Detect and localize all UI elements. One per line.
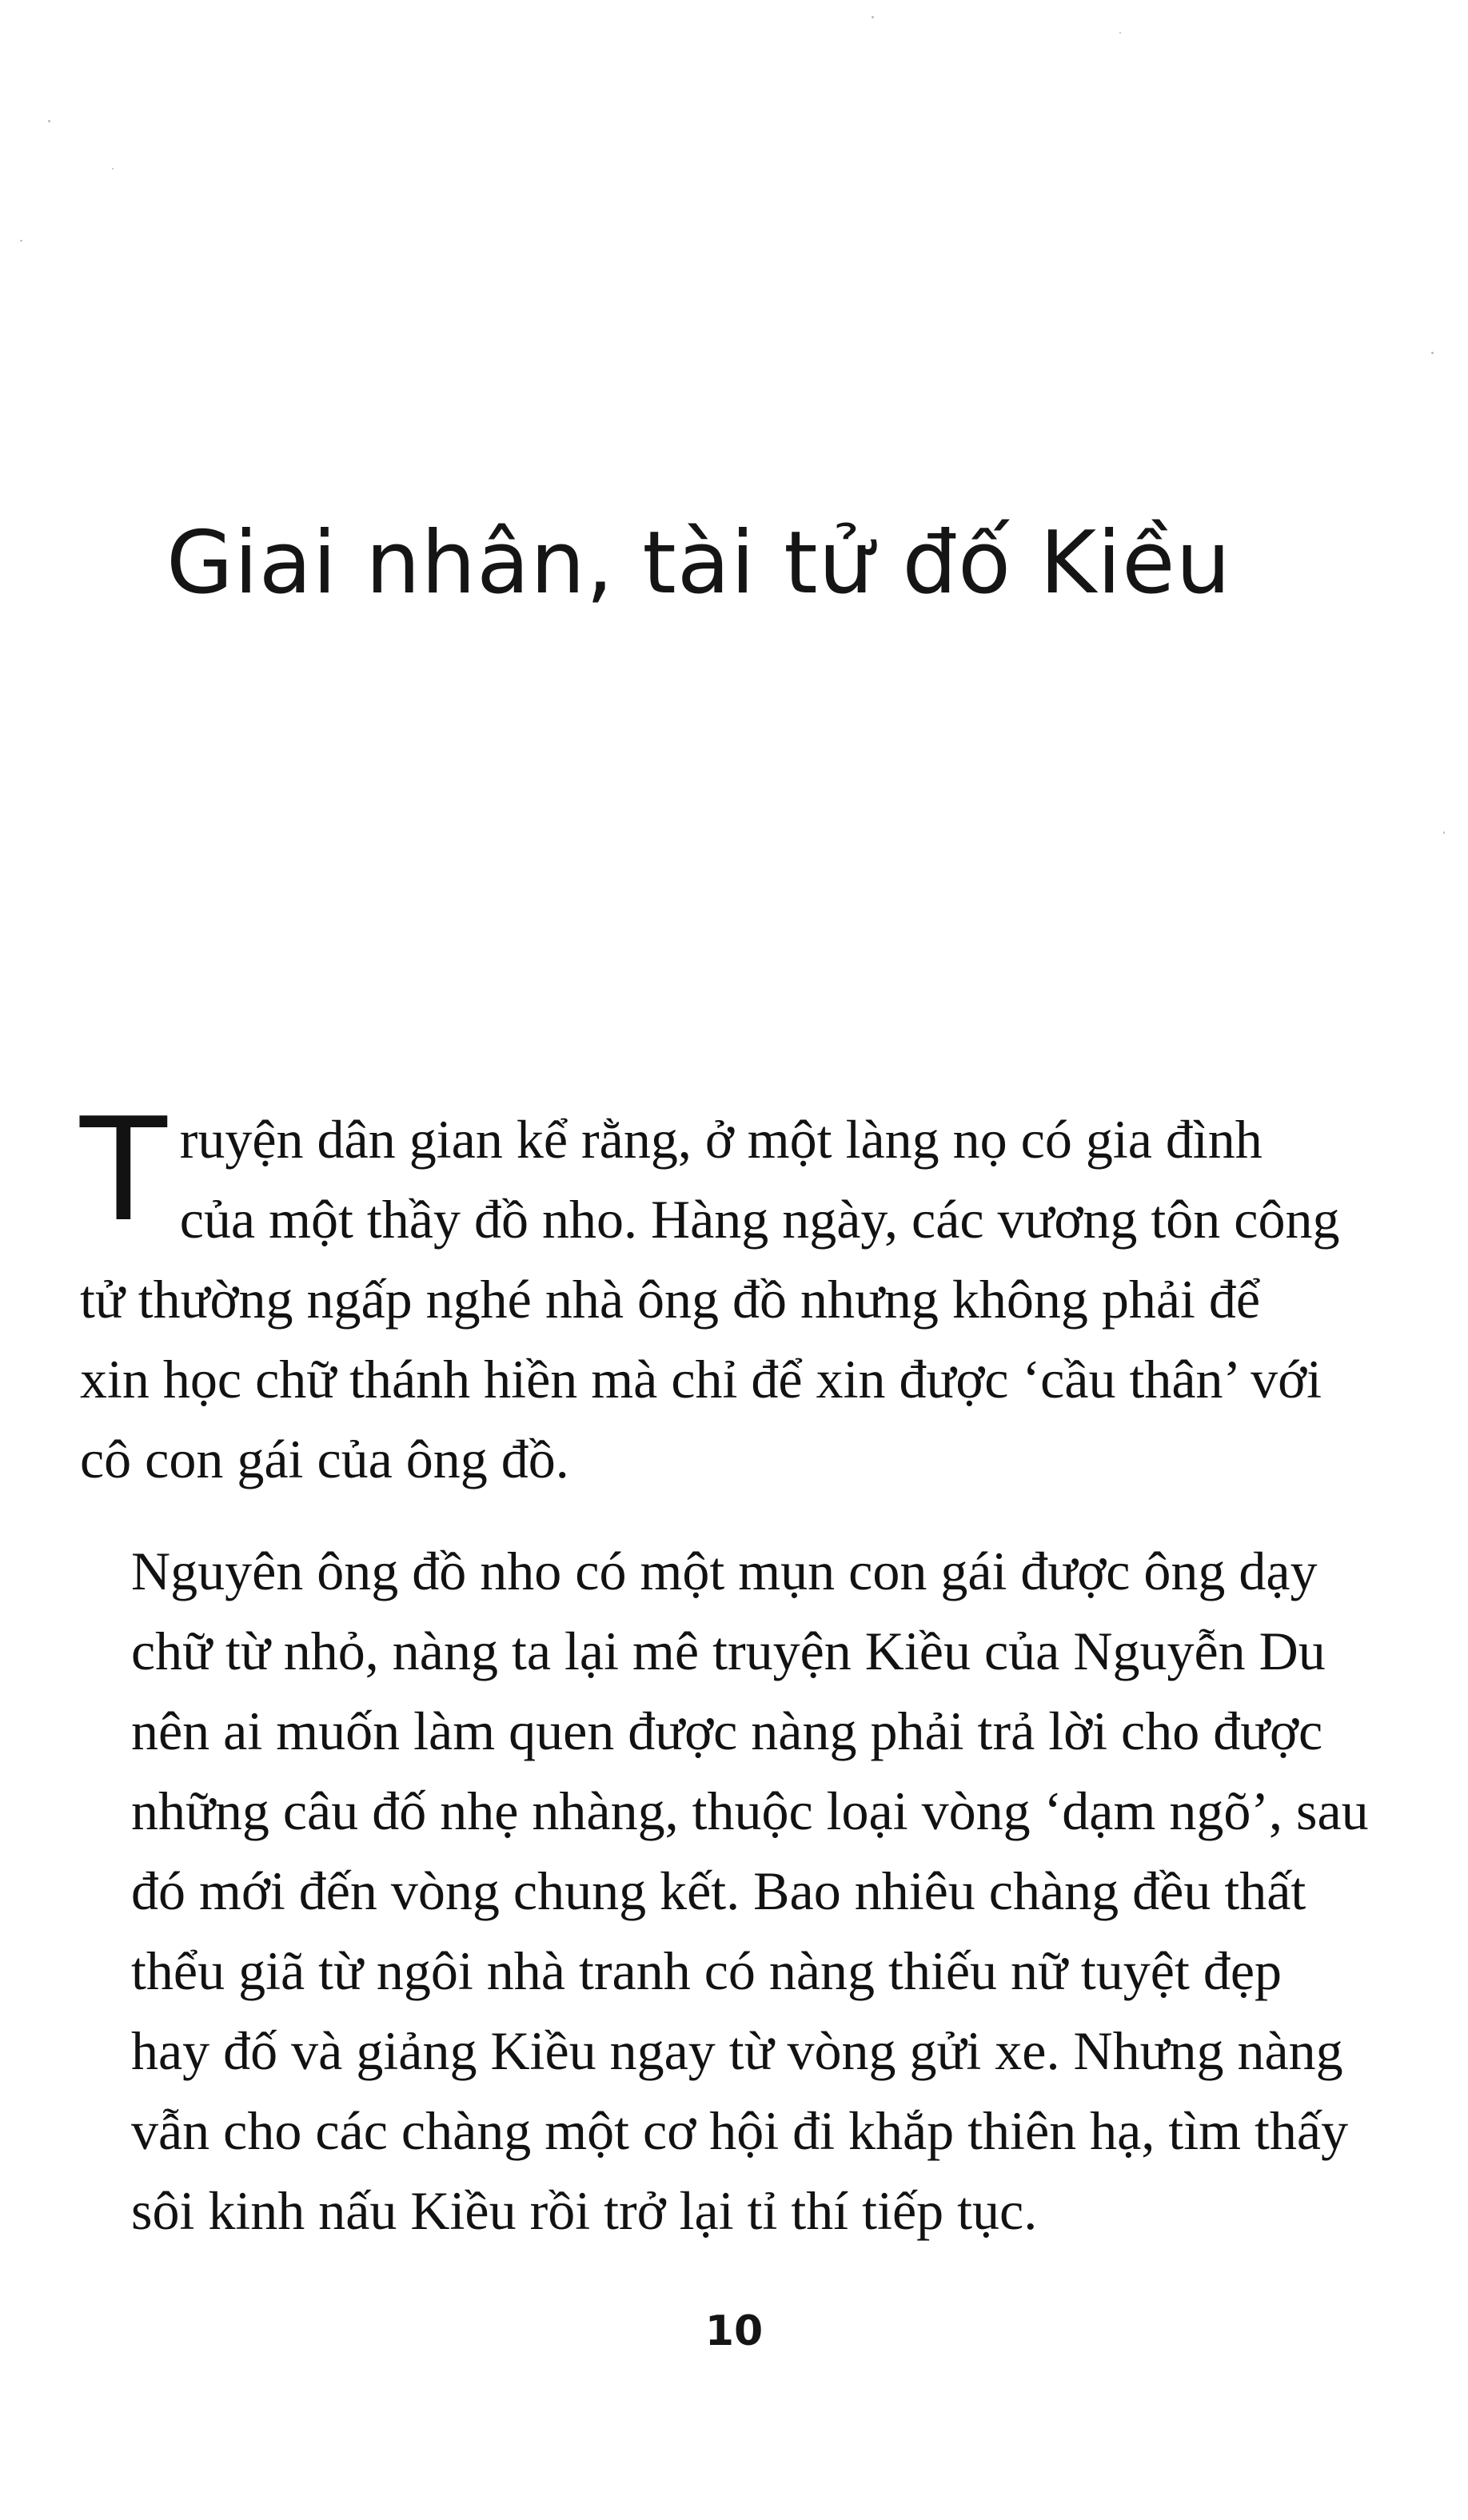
scan-speck	[1431, 352, 1434, 354]
scan-speck	[1119, 32, 1121, 34]
text-line: Truyện dân gian kể rằng, ở một làng nọ có gia đình	[80, 1087, 1263, 1253]
text-line: nên ai muốn làm quen được nàng phải trả lời cho được	[131, 1701, 1323, 1761]
text-line: vẫn cho các chàng một cơ hội đi khắp thiên hạ, tìm thấy	[131, 2100, 1349, 2161]
paragraph-2	[80, 1531, 1369, 2251]
scan-speck	[48, 120, 50, 122]
text-line: tử thường ngấp nghé nhà ông đồ nhưng không phải để	[80, 1269, 1261, 1330]
text-line: xin học chữ thánh hiền mà chỉ để xin được ‘cầu thân’ với	[80, 1349, 1322, 1410]
text-line: cô con gái của ông đồ.	[80, 1429, 569, 1489]
paragraph-1	[80, 1087, 1359, 1499]
text-line: chữ từ nhỏ, nàng ta lại mê truyện Kiều của Nguyễn Du	[131, 1621, 1326, 1681]
page-number: 10	[704, 2307, 764, 2355]
text-line: thểu giã từ ngôi nhà tranh có nàng thiếu nữ tuyệt đẹp	[131, 1940, 1283, 2001]
scan-speck	[20, 240, 22, 241]
chapter-title: Giai nhân, tài tử đố Kiều	[166, 513, 1232, 613]
text-line: Nguyên ông đồ nho có một mụn con gái được ông dạy	[131, 1541, 1318, 1601]
text-line: hay đố và giảng Kiều ngay từ vòng gửi xe. Nhưng nàng	[131, 2020, 1343, 2081]
scan-speck	[872, 16, 874, 18]
text-line: đó mới đến vòng chung kết. Bao nhiêu chàng đều thất	[131, 1860, 1306, 1921]
scan-speck	[1443, 831, 1445, 834]
scan-speck	[112, 168, 114, 169]
text-line: những câu đố nhẹ nhàng, thuộc loại vòng ‘dạm ngõ’, sau	[131, 1780, 1369, 1841]
text-line: sôi kinh nấu Kiều rồi trở lại tỉ thí tiếp tục.	[131, 2180, 1038, 2241]
text-line: của một thầy đồ nho. Hàng ngày, các vương tôn công	[179, 1189, 1340, 1250]
body-text	[80, 1087, 1369, 2251]
